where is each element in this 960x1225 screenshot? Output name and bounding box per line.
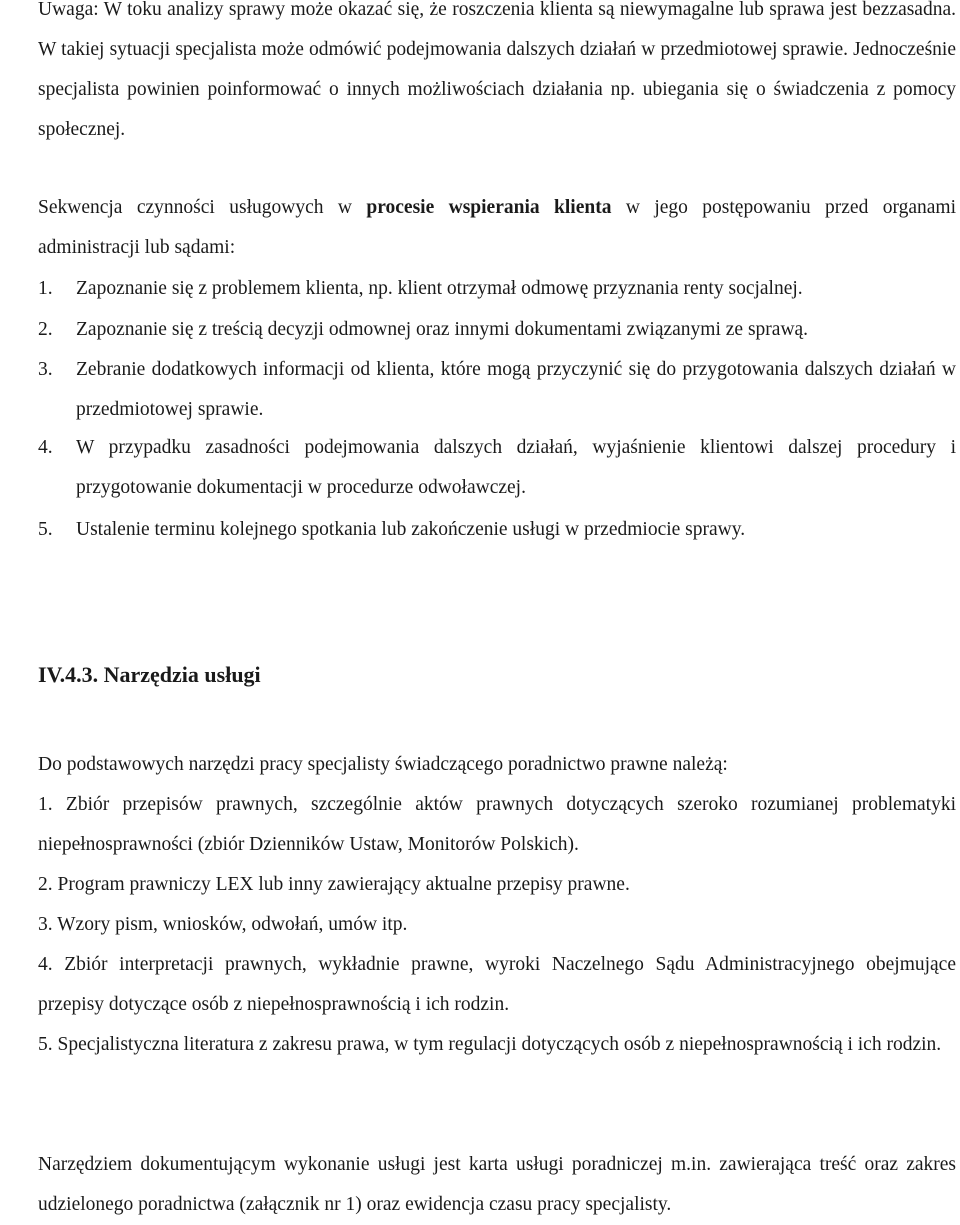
sequence-intro [38,188,956,268]
warning-paragraph: Uwaga: W toku analizy sprawy może okazać się, że roszczenia klienta są niewymagalne lub sprawa jest bezzasadna. W takiej sytuacji specjalista może odmówić podejmowania dalszych działań w przedmiotowej sprawie. Jednocześnie specjalista powinien poinformować o innych możliwościach działania np. ubiegania się o świadczenia z pomocy społecznej. [38,0,956,140]
tools-intro: Do podstawowych narzędzi pracy specjalisty świadczącego poradnictwo prawne należą: [38,754,728,775]
sequence-step [38,350,956,430]
sequence-step-text: Zapoznanie się z problemem klienta, np. klient otrzymał odmowę przyznania renty socjalnej. [76,278,803,299]
sequence-intro-bold: procesie wspierania klienta [366,197,612,218]
sequence-step-text: Zapoznanie się z treścią decyzji odmownej oraz innymi dokumentami związanymi ze sprawą. [76,319,809,340]
sequence-step [38,310,956,350]
sequence-step-number: 1. [38,278,53,299]
sequence-step-number: 3. [38,359,53,380]
closing-paragraph: Narzędziem dokumentującym wykonanie usługi jest karta usługi poradniczej m.in. zawierająca treść oraz zakres udzielonego poradnictwa (załącznik nr 1) oraz ewidencja czasu pracy specjalisty. [38,1154,956,1215]
sequence-step [38,428,956,508]
sequence-intro-before: Sekwencja czynności usługowych w [38,197,367,218]
sequence-step-text: W przypadku zasadności podejmowania dalszych działań, wyjaśnienie klientowi dalszej procedury i przygotowanie dokumentacji w procedurze odwoławczej. [76,437,956,498]
sequence-step-number: 2. [38,319,53,340]
tool-item: 3. Wzory pism, wniosków, odwołań, umów itp. [38,914,408,935]
sequence-step-text: Zebranie dodatkowych informacji od klienta, które mogą przyczynić się do przygotowania dalszych działań w przedmiotowej sprawie. [76,359,956,420]
tool-item: 5. Specjalistyczna literatura z zakresu prawa, w tym regulacji dotyczących osób z niepełnosprawnością i ich rodzin. [38,1034,942,1055]
sequence-step-number: 4. [38,437,53,458]
tool-item: 1. Zbiór przepisów prawnych, szczególnie aktów prawnych dotyczących szeroko rozumianej problematyki niepełnosprawności (zbiór Dzienników Ustaw, Monitorów Polskich). [38,794,956,855]
section-heading: IV.4.3. Narzędzia usługi [38,662,261,687]
sequence-step [38,269,956,309]
sequence-step [38,510,956,550]
sequence-step-number: 5. [38,519,53,540]
tool-item: 4. Zbiór interpretacji prawnych, wykładnie prawne, wyroki Naczelnego Sądu Administracyjnego obejmujące przepisy dotyczące osób z niepełnosprawnością i ich rodzin. [38,954,956,1015]
tool-item: 2. Program prawniczy LEX lub inny zawierający aktualne przepisy prawne. [38,874,630,895]
sequence-intro-after: w jego postępowaniu przed organami administracji lub sądami: [38,197,956,258]
sequence-step-text: Ustalenie terminu kolejnego spotkania lub zakończenie usługi w przedmiocie sprawy. [76,519,746,540]
